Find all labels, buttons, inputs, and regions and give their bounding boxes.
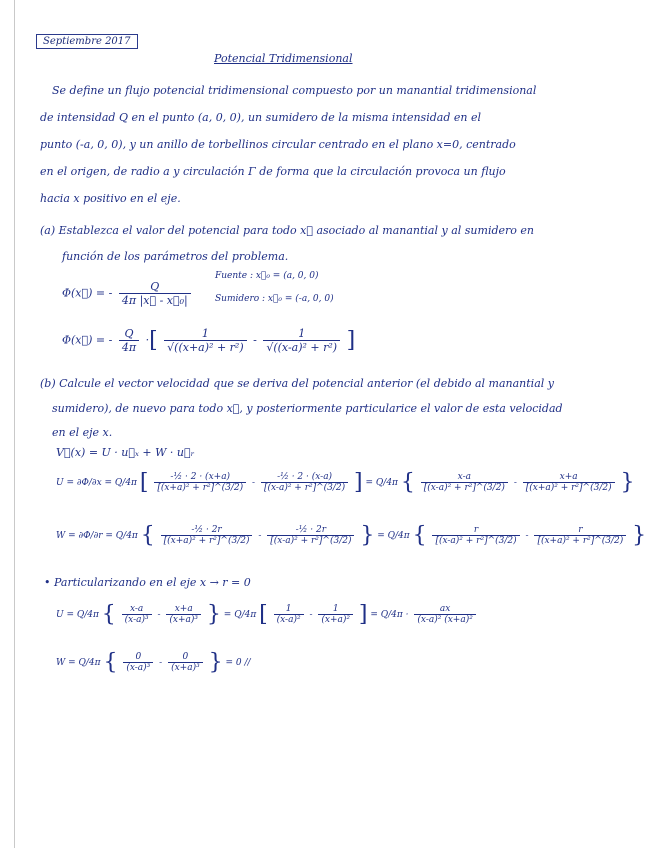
u2-final-den: (x-a)² (x+a)² <box>417 615 473 625</box>
w-term-1-den: [(x+a)² + r²]^(3/2) <box>163 536 250 546</box>
u2-mid-1-num: 1 <box>274 604 304 615</box>
w2-term-1-num: 0 <box>123 652 153 663</box>
w-result-1 <box>432 525 519 546</box>
margin-line <box>14 0 15 848</box>
w-axis-equation: W = Q/4π { $\frac{0}{\text{(x-a)³}}$ - $\frac{0}{\text{(x+a)³}}$ } = 0 // <box>56 650 251 675</box>
w2-term-1 <box>123 652 153 673</box>
date-label: Septiembre 2017 <box>36 34 138 49</box>
w-term-1-num: -½ · 2r <box>161 525 253 536</box>
u2-mid: = Q/4π <box>223 610 257 620</box>
w-term-1 <box>161 525 253 546</box>
part-a-line-1: (a) Establezca el valor del potencial para todo x⃗ asociado al manantial y al sumidero en <box>40 224 534 237</box>
w-equation: W = ∂Φ/∂r = Q/4π { $\frac{\text{-½ · 2r}}{\text{[(x+a)² + r²]\textasciicircum{}(3/2)}}$ - $\frac{\text{-½ · 2r}}{\text{[(x-a)² + r²]\textasciicircum{}(3/2)}}$ } = Q/4π { $\frac{r}{\text{[(x-a)² + r²]\textasciicircum{}(3/2)}}$ - $\frac{r}{\text{[(x+a)² + r²]\textasciicircum{}(3/2)}}$ } <box>56 523 646 548</box>
w2-lhs: W = Q/4π <box>56 658 101 668</box>
phi2-numerator: Q <box>119 327 139 341</box>
u2-term-2-num: x+a <box>166 604 201 615</box>
w-result-2-num: r <box>534 525 626 536</box>
w-result-1-den: [(x-a)² + r²]^(3/2) <box>435 536 517 546</box>
phi2-term-1 <box>164 327 246 354</box>
part-b-line-2: sumidero), de nuevo para todo x⃗, y posteriormente particularice el valor de esta velocidad <box>52 402 563 415</box>
w-term-2-den: [(x-a)² + r²]^(3/2) <box>270 536 352 546</box>
u-result-1-num: x-a <box>421 472 508 483</box>
phi2-term-2-num: 1 <box>263 327 340 341</box>
phi2-term-2 <box>263 327 340 354</box>
source-label: Fuente : x⃗₀ = (a, 0, 0) <box>215 271 319 281</box>
w-result-2-den: [(x+a)² + r²]^(3/2) <box>537 536 624 546</box>
phi2-term-1-num: 1 <box>164 327 246 341</box>
u-term-1 <box>154 472 246 493</box>
intro-line-2: de intensidad Q en el punto (a, 0, 0), un sumidero de la misma intensidad en el <box>40 111 481 124</box>
particularize-note: • Particularizando en el eje x → r = 0 <box>44 576 251 589</box>
w-term-2 <box>267 525 354 546</box>
u2-mid-2-num: 1 <box>318 604 353 615</box>
velocity-vector-equation: V⃗(x) = U · u⃗ₓ + W · u⃗ᵣ <box>56 446 195 459</box>
u-equals: = Q/4π <box>365 478 398 488</box>
u2-term-2-den: (x+a)³ <box>169 615 199 625</box>
u2-term-1-num: x-a <box>122 604 152 615</box>
phi-numerator: Q <box>119 280 191 294</box>
u2-equals: = Q/4π · <box>370 610 409 620</box>
u-result-2-num: x+a <box>523 472 615 483</box>
u-term-1-num: -½ · 2 · (x+a) <box>154 472 246 483</box>
w2-term-2-den: (x+a)³ <box>171 663 200 673</box>
sink-label: Sumidero : x⃗₀ = (-a, 0, 0) <box>215 294 334 304</box>
u2-term-2 <box>166 604 201 625</box>
u-result-1 <box>421 472 508 493</box>
u-result-2 <box>523 472 615 493</box>
u2-mid-2-den: (x+a)² <box>321 615 350 625</box>
phi2-lhs: Φ(x⃗) = - <box>62 333 113 347</box>
u-result-2-den: [(x+a)² + r²]^(3/2) <box>525 483 612 493</box>
w2-term-1-den: (x-a)³ <box>126 663 151 673</box>
w-equals: = Q/4π <box>377 531 410 541</box>
w2-term-2-num: 0 <box>168 652 203 663</box>
part-a-line-2: función de los parámetros del problema. <box>62 250 289 263</box>
u-term-2 <box>261 472 348 493</box>
w-result-2 <box>534 525 626 546</box>
u-term-2-den: [(x-a)² + r²]^(3/2) <box>263 483 346 493</box>
phi2-fraction <box>119 327 139 354</box>
u-term-1-den: [(x+a)² + r²]^(3/2) <box>157 483 244 493</box>
w-result-1-num: r <box>432 525 519 536</box>
phi-lhs: Φ(x⃗) = - <box>62 286 113 300</box>
phi2-minus: - <box>253 333 257 347</box>
u2-final <box>414 604 475 625</box>
w-term-2-num: -½ · 2r <box>267 525 354 536</box>
phi-equation-1 <box>62 280 194 307</box>
u-lhs: U = ∂Φ/∂x = Q/4π <box>56 478 137 488</box>
u-result-1-den: [(x-a)² + r²]^(3/2) <box>423 483 505 493</box>
intro-line-4: en el origen, de radio a y circulación Γ de forma que la circulación provoca un flujo <box>40 165 506 178</box>
phi2-term-2-den: √((x-a)² + r²) <box>266 341 338 354</box>
phi-fraction <box>119 280 191 307</box>
u-axis-equation: U = Q/4π { $\frac{x-a}{\text{(x-a)³}}$ - $\frac{x+a}{\text{(x+a)³}}$ } = Q/4π [ $\frac{1}{\text{(x-a)²}}$ - $\frac{1}{\text{(x+a)²}}$ ] = Q/4π · $\frac{ax}{\text{(x-a)² (x+a)²}}$ <box>56 602 479 627</box>
u2-final-num: ax <box>414 604 475 615</box>
phi-equation-2: Φ(x⃗) = - $\frac{Q}{4\pi}$ ·[ $\frac{1}{\text{√((x+a)² + r²)}}$ - $\frac{1}{\text{√((x-a)² + r²)}}$ ] <box>62 327 356 354</box>
w2-term-2 <box>168 652 203 673</box>
u2-mid-1-den: (x-a)² <box>276 615 301 625</box>
phi2-denominator: 4π <box>121 341 137 354</box>
u2-lhs: U = Q/4π <box>56 610 99 620</box>
w-lhs: W = ∂Φ/∂r = Q/4π <box>56 531 138 541</box>
phi2-term-1-den: √((x+a)² + r²) <box>167 341 244 354</box>
w2-equals: = 0 // <box>225 658 251 668</box>
intro-line-5: hacia x positivo en el eje. <box>40 192 181 205</box>
u2-mid-2 <box>318 604 353 625</box>
intro-line-1: Se define un flujo potencial tridimensional compuesto por un manantial tridimensional <box>52 84 537 97</box>
u-term-2-num: -½ · 2 · (x-a) <box>261 472 348 483</box>
u2-term-1 <box>122 604 152 625</box>
phi-denominator: 4π |x⃗ - x⃗₀| <box>121 294 188 307</box>
intro-line-3: punto (-a, 0, 0), y un anillo de torbellinos circular centrado en el plano x=0, centrado <box>40 138 516 151</box>
u2-mid-1 <box>274 604 304 625</box>
part-b-line-1: (b) Calcule el vector velocidad que se deriva del potencial anterior (el debido al manantial y <box>40 377 554 390</box>
part-b-line-3: en el eje x. <box>52 426 113 439</box>
page-title: Potencial Tridimensional <box>214 52 353 65</box>
u2-term-1-den: (x-a)³ <box>124 615 149 625</box>
u-equation: U = ∂Φ/∂x = Q/4π [ $\frac{\text{-½ · 2 · (x+a)}}{\text{[(x+a)² + r²]\textasciicircum{}(3/2)}}$ - $\frac{\text{-½ · 2 · (x-a)}}{\text{[(x-a)² + r²]\textasciicircum{}(3/2)}}$ ] = Q/4π { $\frac{x-a}{\text{[(x-a)² + r²]\textasciicircum{}(3/2)}}$ - $\frac{x+a}{\text{[(x+a)² + r²]\textasciicircum{}(3/2)}}$ } <box>56 470 635 495</box>
